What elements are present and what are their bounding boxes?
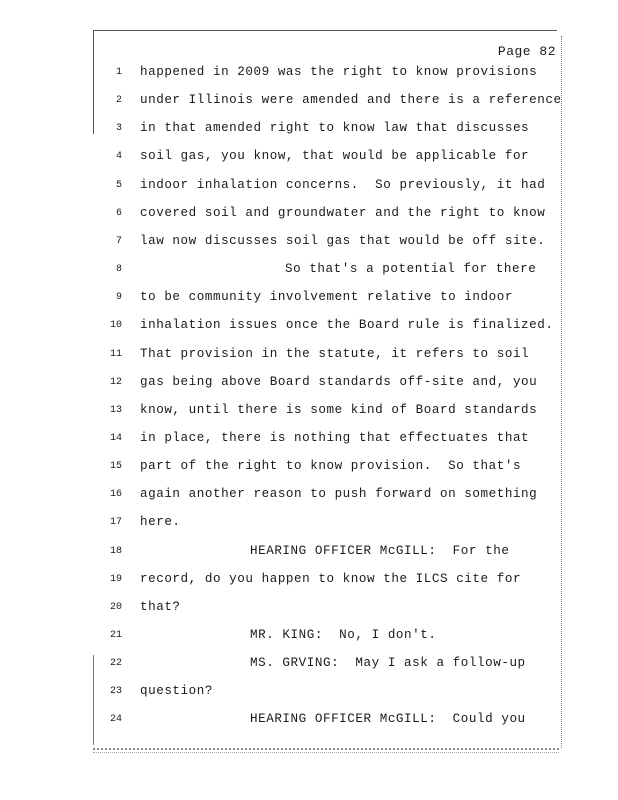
line-number: 11: [109, 348, 122, 360]
transcript-line: [0, 177, 618, 197]
line-number: 4: [115, 151, 122, 163]
line-number: 23: [109, 686, 122, 698]
line-number: 5: [115, 179, 122, 191]
transcript-line: [0, 317, 618, 337]
line-text: gas being above Board standards off-site and, you: [140, 374, 538, 389]
line-text: covered soil and groundwater and the right to know: [140, 205, 546, 220]
line-text: part of the right to know provision. So that's: [140, 459, 522, 474]
line-text: under Illinois were amended and there is a reference: [140, 93, 562, 108]
transcript-line: [0, 599, 618, 619]
transcript-line: [0, 571, 618, 591]
transcript-line: [0, 346, 618, 366]
transcript-line: [0, 233, 618, 253]
line-text: HEARING OFFICER McGILL: Could you: [250, 712, 526, 727]
line-text: to be community involvement relative to indoor: [140, 290, 513, 305]
transcript-line: [0, 289, 618, 309]
transcript-line: [0, 627, 618, 647]
line-text: in place, there is nothing that effectuates that: [140, 430, 530, 445]
transcript-line: [0, 543, 618, 563]
line-number: 17: [109, 517, 122, 529]
line-text: here.: [140, 515, 181, 530]
line-text: indoor inhalation concerns. So previously, it had: [140, 177, 546, 192]
line-text: MS. GRVING: May I ask a follow-up: [250, 656, 526, 671]
transcript-line: [0, 261, 618, 281]
line-number: 18: [109, 545, 122, 557]
line-number: 3: [115, 123, 122, 135]
line-text: that?: [140, 599, 181, 614]
line-text: happened in 2009 was the right to know provisions: [140, 65, 538, 79]
line-number: 7: [115, 235, 122, 247]
line-text: law now discusses soil gas that would be off site.: [140, 233, 546, 248]
line-text: in that amended right to know law that discusses: [140, 121, 530, 136]
transcript-line: [0, 148, 618, 168]
line-number: 22: [109, 658, 122, 670]
line-number: 12: [109, 376, 122, 388]
line-text: inhalation issues once the Board rule is finalized.: [140, 318, 554, 333]
transcript-line: [0, 205, 618, 225]
line-text: question?: [140, 684, 213, 699]
line-number: 8: [115, 264, 122, 276]
transcript-line: [0, 458, 618, 478]
transcript-line: [0, 711, 618, 731]
line-text: HEARING OFFICER McGILL: For the: [250, 543, 510, 558]
transcript-line: [0, 120, 618, 140]
transcript-line: [0, 514, 618, 534]
line-number: 10: [109, 320, 122, 332]
page-frame-top: [93, 30, 557, 31]
transcript-line: [0, 486, 618, 506]
line-number: 6: [115, 207, 122, 219]
line-number: 14: [109, 432, 122, 444]
line-number: 2: [115, 95, 122, 107]
page-number: Page 82: [497, 44, 556, 59]
line-number: 21: [109, 630, 122, 641]
transcript-line: [0, 374, 618, 394]
line-number: 9: [115, 292, 122, 304]
line-text: know, until there is some kind of Board standards: [140, 402, 538, 417]
page-frame-bottom-shadow: [93, 752, 559, 753]
transcript-line: [0, 683, 618, 703]
line-text: again another reason to push forward on something: [140, 487, 538, 502]
line-number: 24: [109, 714, 122, 726]
line-text: So that's a potential for there: [285, 262, 537, 277]
transcript-line: [0, 92, 618, 112]
line-text: soil gas, you know, that would be applicable for: [140, 149, 530, 164]
line-number: 13: [109, 404, 122, 416]
transcript-line: [0, 402, 618, 422]
line-text: MR. KING: No, I don't.: [250, 628, 437, 642]
line-number: 1: [115, 67, 122, 78]
line-number: 20: [109, 601, 122, 613]
page-frame-bottom: [93, 748, 559, 750]
transcript-line: [0, 64, 618, 84]
transcript-line: [0, 430, 618, 450]
transcript-line: [0, 655, 618, 675]
line-text: record, do you happen to know the ILCS cite for: [140, 571, 522, 586]
line-number: 16: [109, 489, 122, 501]
line-number: 19: [109, 573, 122, 585]
line-number: 15: [109, 461, 122, 473]
line-text: That provision in the statute, it refers to soil: [140, 346, 530, 361]
